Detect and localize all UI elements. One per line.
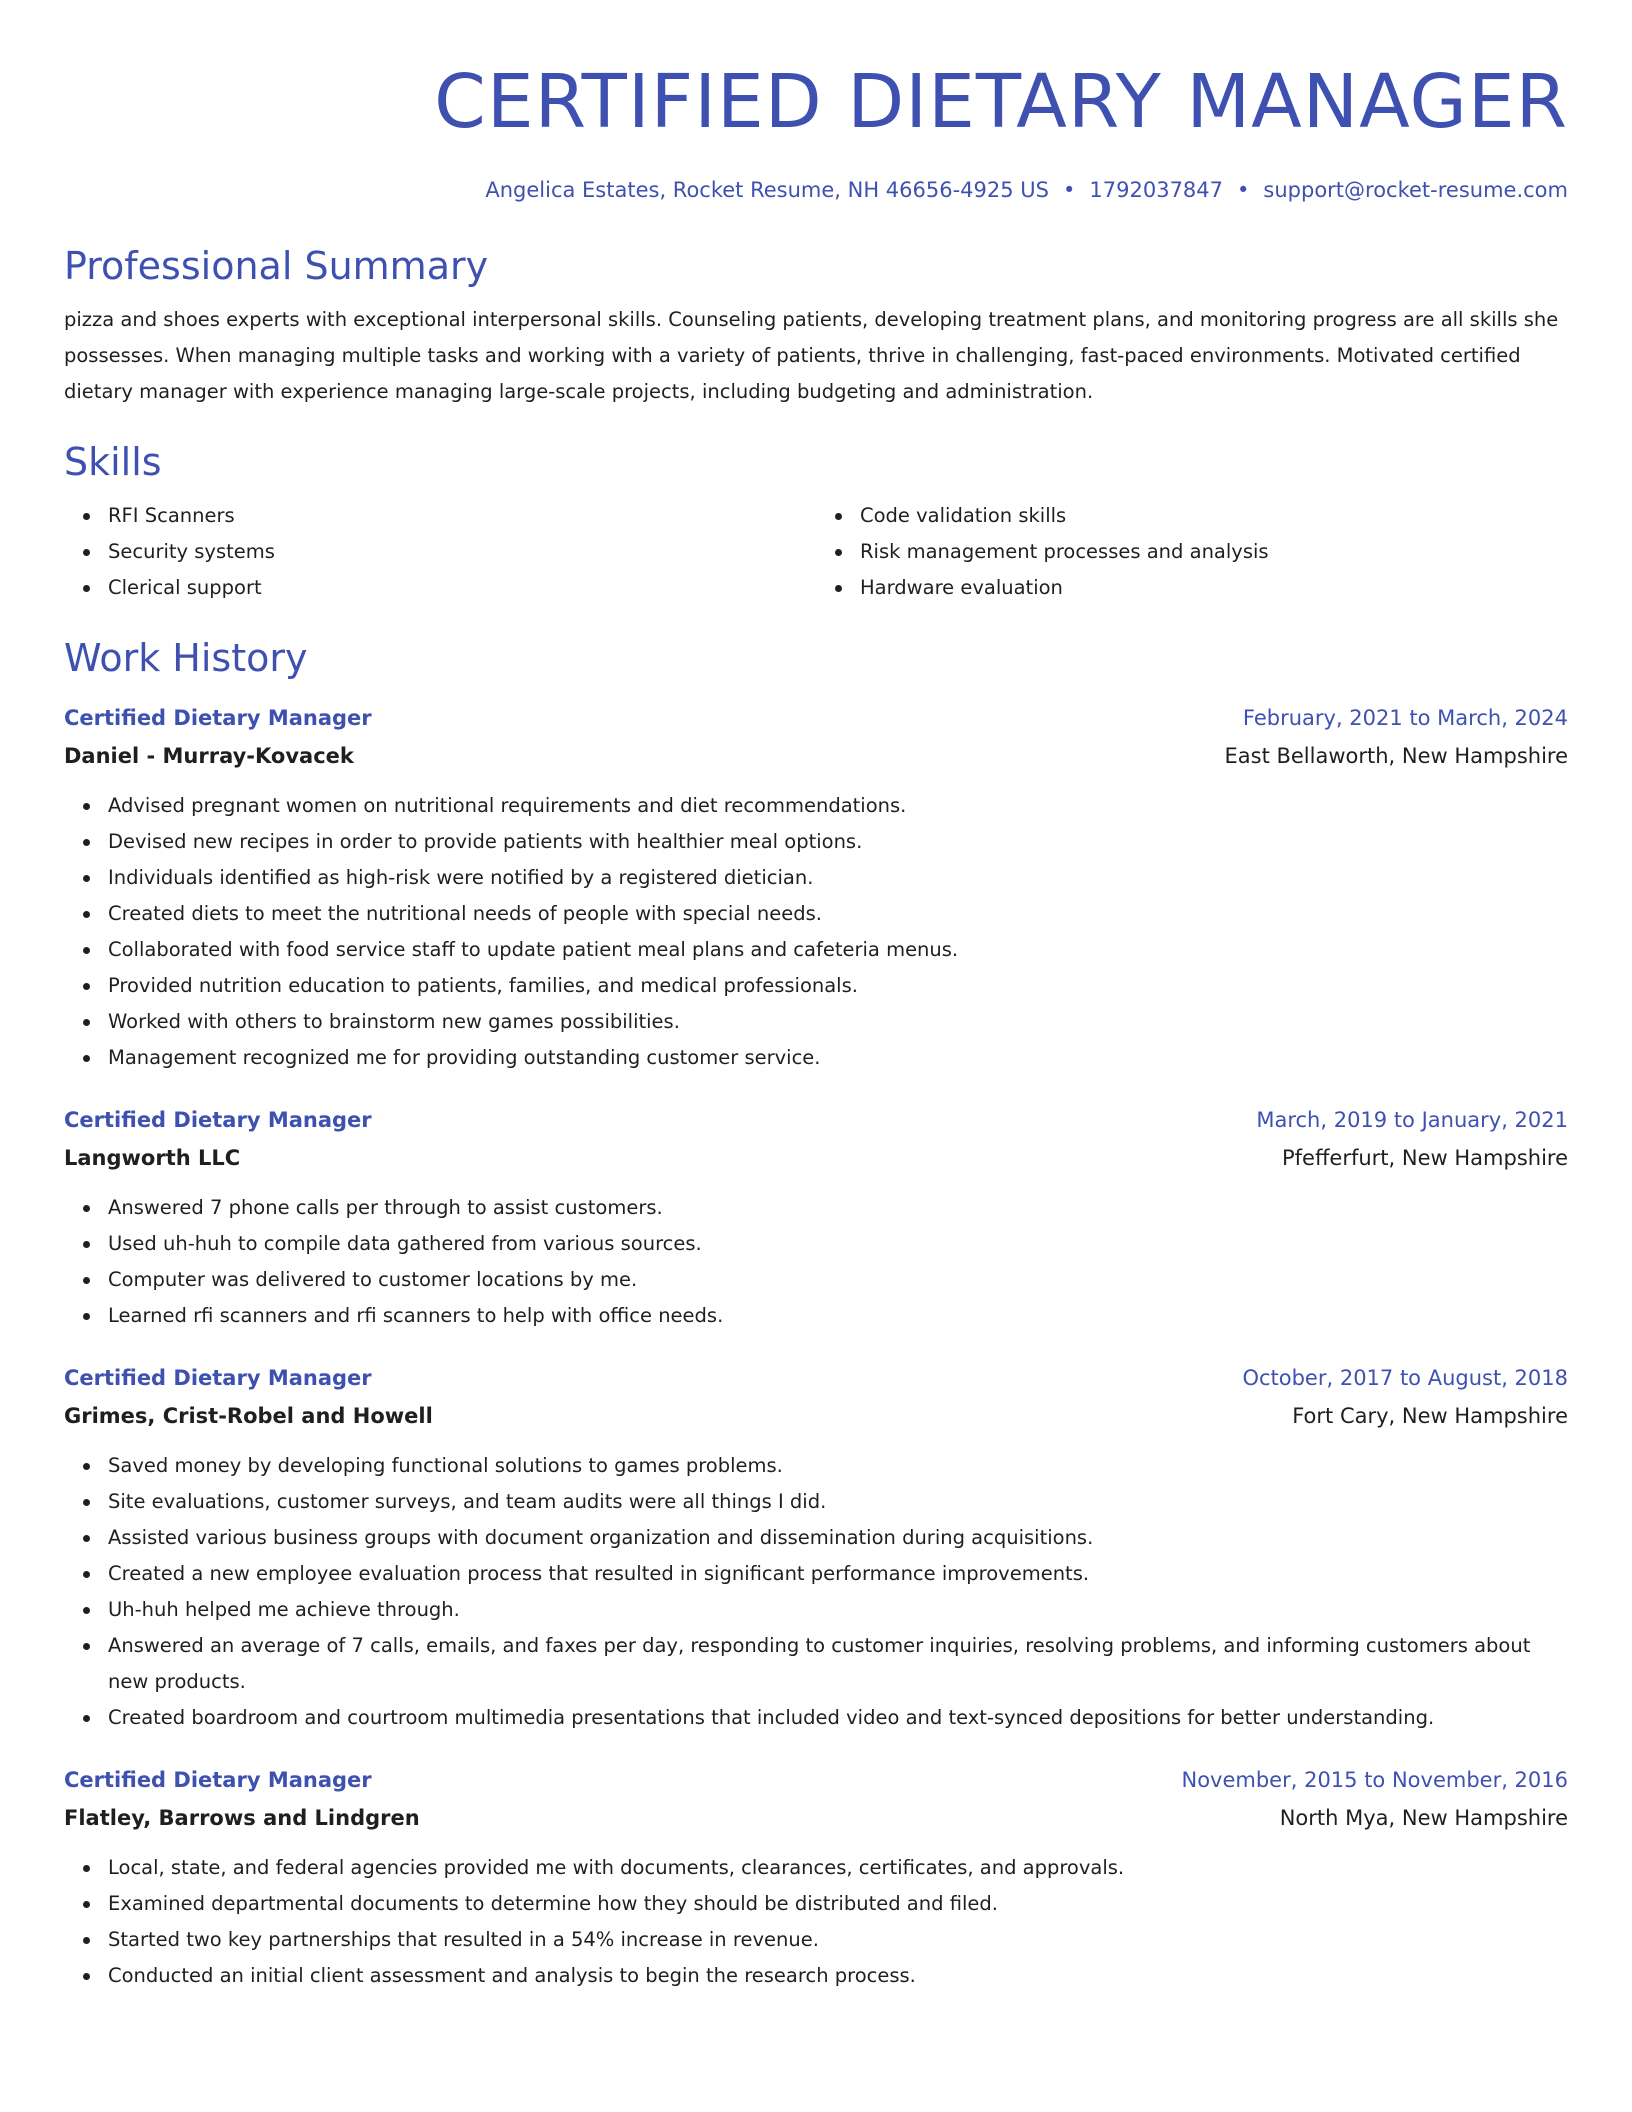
job-bullet: Local, state, and federal agencies provided me with documents, clearances, certificates, and approvals.: [108, 1850, 1568, 1886]
job-bullet: Used uh-huh to compile data gathered from various sources.: [108, 1226, 1568, 1262]
job-dates: February, 2021 to March, 2024: [1242, 706, 1568, 730]
job-bullet: Computer was delivered to customer locations by me.: [108, 1262, 1568, 1298]
job-title-row: [64, 1360, 1568, 1396]
job-bullet: Assisted various business groups with document organization and dissemination during acquisitions.: [108, 1520, 1568, 1556]
job-bullet: Started two key partnerships that resulted in a 54% increase in revenue.: [108, 1922, 1568, 1958]
job-bullet: Devised new recipes in order to provide patients with healthier meal options.: [108, 824, 1568, 860]
job-bullet: Answered 7 phone calls per through to assist customers.: [108, 1190, 1568, 1226]
contact-email[interactable]: support@rocket-resume.com: [1263, 178, 1568, 202]
job-entry: [64, 1102, 1568, 1334]
job-company: Flatley, Barrows and Lindgren: [64, 1806, 420, 1830]
job-bullet: Created boardroom and courtroom multimedia presentations that included video and text-synced depositions for better understanding.: [108, 1700, 1568, 1736]
skill-item: Security systems: [108, 534, 816, 570]
job-location: North Mya, New Hampshire: [1279, 1806, 1568, 1830]
job-bullet: Learned rfi scanners and rfi scanners to help with office needs.: [108, 1298, 1568, 1334]
job-bullet: Created diets to meet the nutritional needs of people with special needs.: [108, 896, 1568, 932]
job-bullet: Answered an average of 7 calls, emails, and faxes per day, responding to customer inquiries, resolving problems, and informing customers about new products.: [108, 1628, 1568, 1700]
contact-separator: •: [1063, 178, 1076, 202]
job-location: East Bellaworth, New Hampshire: [1224, 744, 1568, 768]
job-bullet: Created a new employee evaluation process that resulted in significant performance improvements.: [108, 1556, 1568, 1592]
job-entry: [64, 1762, 1568, 1994]
work-history-section: [64, 634, 1568, 1994]
job-title: Certified Dietary Manager: [64, 1768, 372, 1792]
job-location: Fort Cary, New Hampshire: [1292, 1404, 1568, 1428]
job-company-row: [64, 736, 1568, 776]
job-bullets: [64, 1190, 1568, 1334]
job-dates: November, 2015 to November, 2016: [1181, 1768, 1568, 1792]
job-bullet: Uh-huh helped me achieve through.: [108, 1592, 1568, 1628]
skills-grid: [64, 498, 1568, 606]
skill-item: Risk management processes and analysis: [860, 534, 1568, 570]
skills-section: [64, 438, 1568, 606]
job-location: Pfefferfurt, New Hampshire: [1281, 1146, 1568, 1170]
job-bullets: [64, 788, 1568, 1076]
skill-item: Clerical support: [108, 570, 816, 606]
skills-list-right: [816, 498, 1568, 606]
job-title-row: [64, 700, 1568, 736]
job-entry: [64, 1360, 1568, 1736]
skill-item: Code validation skills: [860, 498, 1568, 534]
job-bullets: [64, 1850, 1568, 1994]
summary-text: pizza and shoes experts with exceptional interpersonal skills. Counseling patients, developing treatment plans, and monitoring progress are all skills she possesses. When managing multiple tasks and working with a variety of patients, thrive in challenging, fast-paced environments. Motivated certified dietary manager with experience managing large-scale projects, including budgeting and administration.: [64, 308, 1559, 403]
contact-line: [64, 176, 1568, 204]
job-company-row: [64, 1798, 1568, 1838]
job-title: Certified Dietary Manager: [64, 1108, 372, 1132]
job-title-row: [64, 1762, 1568, 1798]
job-company-row: [64, 1396, 1568, 1436]
job-bullet: Saved money by developing functional solutions to games problems.: [108, 1448, 1568, 1484]
job-company: Langworth LLC: [64, 1146, 241, 1170]
job-bullet: Individuals identified as high-risk were notified by a registered dietician.: [108, 860, 1568, 896]
job-bullet: Worked with others to brainstorm new games possibilities.: [108, 1004, 1568, 1040]
skill-item: RFI Scanners: [108, 498, 816, 534]
job-bullet: Provided nutrition education to patients, families, and medical professionals.: [108, 968, 1568, 1004]
job-bullet: Collaborated with food service staff to update patient meal plans and cafeteria menus.: [108, 932, 1568, 968]
job-dates: March, 2019 to January, 2021: [1256, 1108, 1568, 1132]
job-bullet: Management recognized me for providing outstanding customer service.: [108, 1040, 1568, 1076]
resume-title: CERTIFIED DIETARY MANAGER: [434, 59, 1568, 145]
contact-separator: •: [1237, 178, 1250, 202]
job-bullets: [64, 1448, 1568, 1736]
job-company: Grimes, Crist-Robel and Howell: [64, 1404, 433, 1428]
job-company: Daniel - Murray-Kovacek: [64, 744, 354, 768]
summary-heading: Professional Summary: [64, 244, 489, 288]
job-title: Certified Dietary Manager: [64, 706, 372, 730]
job-bullet: Examined departmental documents to determine how they should be distributed and filed.: [108, 1886, 1568, 1922]
job-title-row: [64, 1102, 1568, 1138]
professional-summary-section: [64, 242, 1568, 410]
contact-address: Angelica Estates, Rocket Resume, NH 46656-4925 US: [485, 178, 1050, 202]
job-title: Certified Dietary Manager: [64, 1366, 372, 1390]
job-bullet: Site evaluations, customer surveys, and team audits were all things I did.: [108, 1484, 1568, 1520]
job-bullet: Advised pregnant women on nutritional requirements and diet recommendations.: [108, 788, 1568, 824]
skills-heading: Skills: [64, 440, 162, 484]
job-entry: [64, 700, 1568, 1076]
job-bullet: Conducted an initial client assessment and analysis to begin the research process.: [108, 1958, 1568, 1994]
job-company-row: [64, 1138, 1568, 1178]
work-history-heading: Work History: [64, 636, 308, 680]
skill-item: Hardware evaluation: [860, 570, 1568, 606]
contact-phone[interactable]: 1792037847: [1089, 178, 1224, 202]
job-dates: October, 2017 to August, 2018: [1242, 1366, 1568, 1390]
resume-header: [64, 52, 1568, 204]
skills-list-left: [64, 498, 816, 606]
